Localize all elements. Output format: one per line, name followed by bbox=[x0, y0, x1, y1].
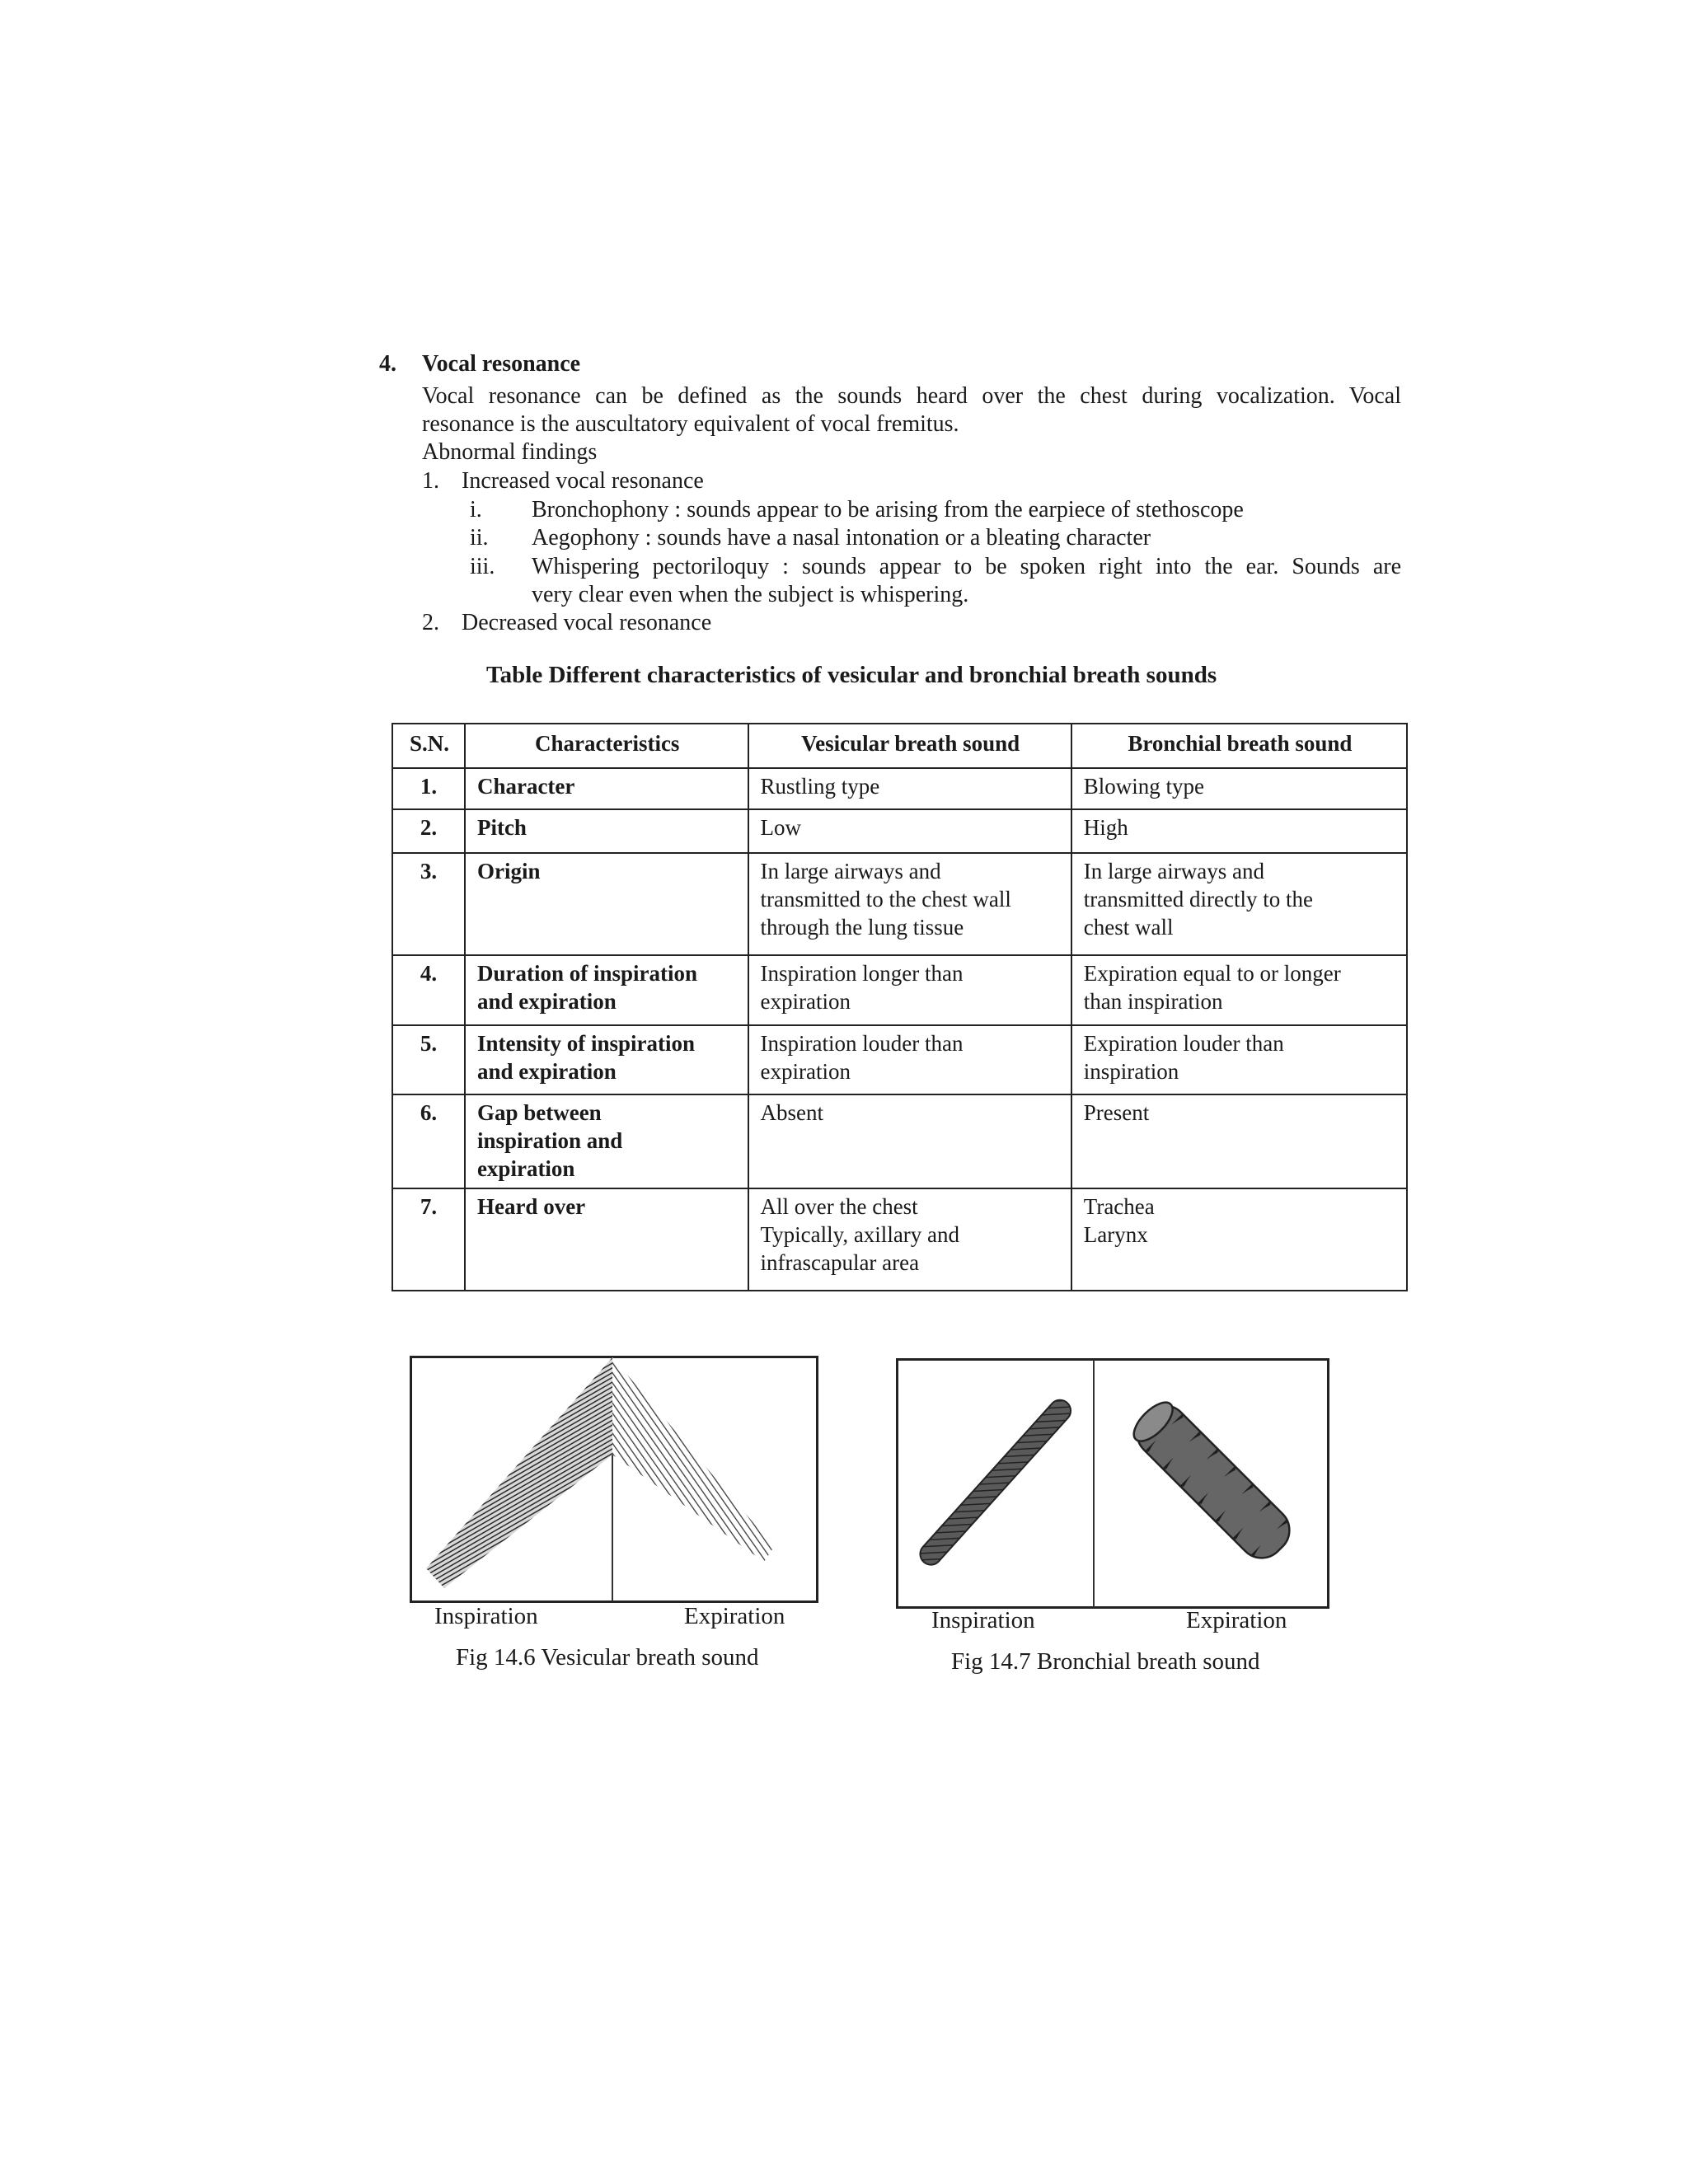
cell-line: Larynx bbox=[1083, 1222, 1148, 1247]
cell-line: In large airways and bbox=[1083, 859, 1264, 883]
cell-line: In large airways and bbox=[760, 859, 941, 883]
cell-line: infrascapular area bbox=[760, 1250, 920, 1275]
cell-line: High bbox=[1083, 815, 1128, 840]
table-row bbox=[392, 955, 1407, 1025]
table-row bbox=[392, 1188, 1407, 1291]
bronchial-cell bbox=[1071, 1188, 1407, 1291]
bronchial-diagram bbox=[896, 1358, 1329, 1609]
abnormal-findings-heading: Abnormal findings bbox=[422, 439, 598, 465]
header-vesicular: Vesicular breath sound bbox=[748, 724, 1071, 768]
cell-line: Inspiration louder than bbox=[760, 1031, 964, 1056]
subitem-text: Aegophony : sounds have a nasal intonation or a bleating character bbox=[532, 525, 1151, 551]
bronchial-cell bbox=[1071, 809, 1407, 853]
sn-cell: 5. bbox=[392, 1025, 465, 1094]
bronchial-figure bbox=[896, 1358, 1329, 1675]
definition-line-1: Vocal resonance can be defined as the sounds heard over the chest during vocalization. Vocal bbox=[422, 383, 1401, 409]
characteristic-cell bbox=[465, 1094, 748, 1188]
table-row bbox=[392, 768, 1407, 809]
cell-line: and expiration bbox=[476, 989, 617, 1014]
cell-line: inspiration bbox=[1083, 1059, 1179, 1084]
bronchial-cell bbox=[1071, 1025, 1407, 1094]
vesicular-cell bbox=[748, 809, 1071, 853]
characteristic-cell bbox=[465, 853, 748, 955]
characteristic-cell bbox=[465, 809, 748, 853]
sn-cell: 4. bbox=[392, 955, 465, 1025]
cell-line: than inspiration bbox=[1083, 989, 1223, 1014]
header-characteristics: Characteristics bbox=[465, 724, 748, 768]
cell-line: Low bbox=[760, 815, 801, 840]
bronchial-inspiration-label: Inspiration bbox=[931, 1607, 1035, 1633]
cell-line: Trachea bbox=[1083, 1194, 1155, 1219]
bronchial-cell bbox=[1071, 955, 1407, 1025]
header-bronchial: Bronchial breath sound bbox=[1071, 724, 1407, 768]
vesicular-figure-caption: Fig 14.6 Vesicular breath sound bbox=[456, 1644, 759, 1671]
breath-sounds-table bbox=[392, 723, 1408, 1291]
cell-line: through the lung tissue bbox=[760, 915, 964, 940]
list-item-number: 2. bbox=[422, 610, 439, 635]
vesicular-diagram bbox=[410, 1356, 818, 1603]
sn-cell: 1. bbox=[392, 768, 465, 809]
sn-cell: 2. bbox=[392, 809, 465, 853]
subitem-number: ii. bbox=[470, 525, 489, 551]
table-row bbox=[392, 853, 1407, 955]
characteristic-cell bbox=[465, 1025, 748, 1094]
cell-line: Absent bbox=[760, 1100, 823, 1125]
table-body bbox=[392, 768, 1407, 1291]
vesicular-cell bbox=[748, 768, 1071, 809]
subitem-text: Whispering pectoriloquy : sounds appear to be spoken right into the ear. Sounds are bbox=[532, 554, 1401, 579]
vesicular-cell bbox=[748, 1188, 1071, 1291]
subitem-text: Bronchophony : sounds appear to be arising from the earpiece of stethoscope bbox=[532, 497, 1244, 523]
cell-line: Pitch bbox=[476, 815, 527, 840]
cell-line: expiration bbox=[476, 1156, 575, 1181]
cell-line: Duration of inspiration bbox=[476, 961, 697, 986]
vesicular-cell bbox=[748, 853, 1071, 955]
cell-line: and expiration bbox=[476, 1059, 617, 1084]
sn-cell: 7. bbox=[392, 1188, 465, 1291]
table-caption: Table Different characteristics of vesicular and bronchial breath sounds bbox=[486, 662, 1217, 688]
cell-line: Present bbox=[1083, 1100, 1150, 1125]
table-header-row bbox=[392, 724, 1407, 768]
bronchial-figure-caption: Fig 14.7 Bronchial breath sound bbox=[951, 1648, 1260, 1675]
sn-cell: 3. bbox=[392, 853, 465, 955]
characteristic-cell bbox=[465, 768, 748, 809]
section-title: Vocal resonance bbox=[422, 351, 581, 377]
cell-line: expiration bbox=[760, 1059, 851, 1084]
header-sn: S.N. bbox=[392, 724, 465, 768]
table-row bbox=[392, 1094, 1407, 1188]
characteristic-cell bbox=[465, 955, 748, 1025]
cell-line: Intensity of inspiration bbox=[476, 1031, 695, 1056]
list-item-number: 1. bbox=[422, 468, 439, 494]
list-item-label: Increased vocal resonance bbox=[462, 468, 704, 494]
bronchial-cell bbox=[1071, 768, 1407, 809]
cell-line: Gap between bbox=[476, 1100, 602, 1125]
cell-line: Inspiration longer than bbox=[760, 961, 964, 986]
cell-line: transmitted directly to the bbox=[1083, 887, 1313, 912]
cell-line: All over the chest bbox=[760, 1194, 918, 1219]
subitem-text-continued: very clear even when the subject is whispering. bbox=[532, 582, 969, 607]
vesicular-cell bbox=[748, 1025, 1071, 1094]
vesicular-cell bbox=[748, 1094, 1071, 1188]
vesicular-cell bbox=[748, 955, 1071, 1025]
list-item-label: Decreased vocal resonance bbox=[462, 610, 712, 635]
cell-line: transmitted to the chest wall bbox=[760, 887, 1011, 912]
cell-line: Expiration louder than bbox=[1083, 1031, 1284, 1056]
cell-line: Typically, axillary and bbox=[760, 1222, 960, 1247]
sn-cell: 6. bbox=[392, 1094, 465, 1188]
table-row bbox=[392, 809, 1407, 853]
cell-line: Character bbox=[476, 774, 575, 799]
subitem-number: i. bbox=[470, 497, 482, 523]
vesicular-figure bbox=[410, 1356, 818, 1671]
subitem-number: iii. bbox=[470, 554, 495, 579]
vesicular-expiration-label: Expiration bbox=[684, 1603, 785, 1629]
characteristic-cell bbox=[465, 1188, 748, 1291]
cell-line: Blowing type bbox=[1083, 774, 1205, 799]
cell-line: Expiration equal to or longer bbox=[1083, 961, 1341, 986]
cell-line: Origin bbox=[476, 859, 541, 883]
bronchial-cell bbox=[1071, 1094, 1407, 1188]
cell-line: Heard over bbox=[476, 1194, 586, 1219]
cell-line: Rustling type bbox=[760, 774, 880, 799]
vesicular-inspiration-label: Inspiration bbox=[434, 1603, 538, 1629]
cell-line: expiration bbox=[760, 989, 851, 1014]
cell-line: inspiration and bbox=[476, 1128, 623, 1153]
bronchial-cell bbox=[1071, 853, 1407, 955]
bronchial-expiration-label: Expiration bbox=[1186, 1607, 1287, 1633]
definition-line-2: resonance is the auscultatory equivalent of vocal fremitus. bbox=[422, 411, 959, 437]
cell-line: chest wall bbox=[1083, 915, 1174, 940]
section-number: 4. bbox=[379, 351, 396, 377]
table-row bbox=[392, 1025, 1407, 1094]
